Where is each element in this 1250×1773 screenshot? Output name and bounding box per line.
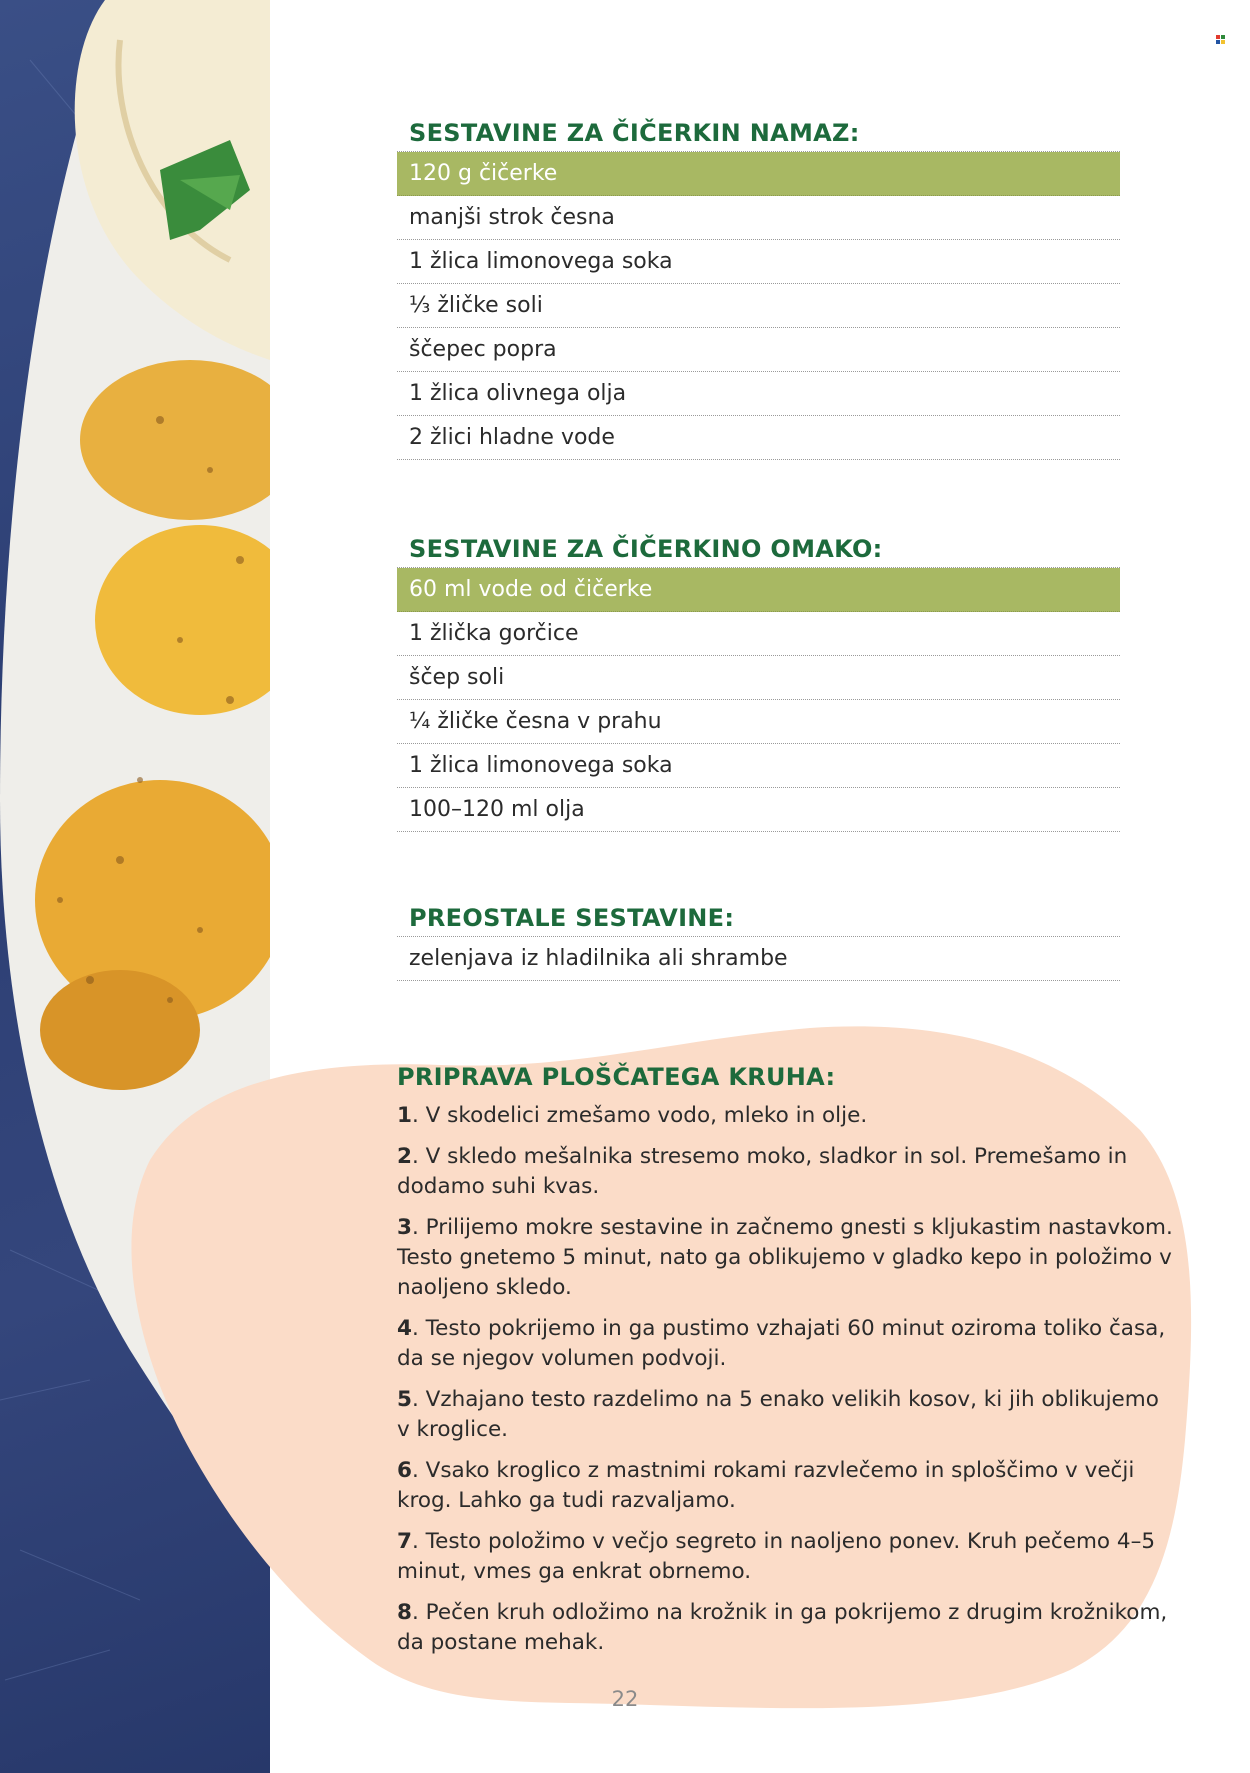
- ingredients-hummus-section: [397, 115, 1120, 460]
- step-number: 6: [397, 1458, 412, 1483]
- ingredient-list: [397, 151, 1120, 460]
- ingredient-list: [397, 567, 1120, 832]
- section-title: SESTAVINE ZA ČIČERKIN NAMAZ:: [409, 119, 860, 147]
- step-text: . Pečen kruh odložimo na krožnik in ga pokrijemo z drugim krožnikom, da postane mehak.: [397, 1600, 1168, 1655]
- ingredient-item: zelenjava iz hladilnika ali shrambe: [397, 937, 1120, 981]
- ingredient-item: 1 žlica limonovega soka: [397, 744, 1120, 788]
- ingredient-item: 1 žlica limonovega soka: [397, 240, 1120, 284]
- preparation-section: [397, 1063, 1177, 1669]
- preparation-step: [397, 1598, 1177, 1658]
- step-number: 2: [397, 1144, 412, 1169]
- preparation-step: [397, 1101, 1177, 1131]
- ingredient-item: 60 ml vode od čičerke: [397, 568, 1120, 612]
- step-number: 4: [397, 1316, 412, 1341]
- step-text: . V skodelici zmešamo vodo, mleko in olje.: [411, 1103, 868, 1128]
- step-text: . V skledo mešalnika stresemo moko, sladkor in sol. Premešamo in dodamo suhi kvas.: [397, 1144, 1128, 1199]
- step-number: 5: [397, 1387, 412, 1412]
- ingredient-item: 1 žlička gorčice: [397, 612, 1120, 656]
- preparation-step: [397, 1385, 1177, 1445]
- step-number: 1: [397, 1103, 412, 1128]
- preparation-step: [397, 1142, 1177, 1202]
- step-text: . Testo pokrijemo in ga pustimo vzhajati 60 minut oziroma toliko časa, da se njegov volumen podvoji.: [397, 1316, 1166, 1371]
- ingredients-sauce-section: [397, 531, 1120, 832]
- step-number: 7: [397, 1529, 412, 1554]
- ingredient-item: ⅓ žličke soli: [397, 284, 1120, 328]
- step-text: . Testo položimo v večjo segreto in naoljeno ponev. Kruh pečemo 4–5 minut, vmes ga enkrat obrnemo.: [397, 1529, 1156, 1584]
- ingredient-item: ščep soli: [397, 656, 1120, 700]
- ingredient-item: manjši strok česna: [397, 196, 1120, 240]
- ingredient-item: 120 g čičerke: [397, 152, 1120, 196]
- preparation-step: [397, 1213, 1177, 1303]
- logo-mark-icon: [1216, 35, 1225, 44]
- ingredient-item: 100–120 ml olja: [397, 788, 1120, 832]
- ingredient-item: 2 žlici hladne vode: [397, 416, 1120, 460]
- ingredient-item: 1 žlica olivnega olja: [397, 372, 1120, 416]
- preparation-step: [397, 1456, 1177, 1516]
- preparation-title: PRIPRAVA PLOŠČATEGA KRUHA:: [397, 1063, 836, 1091]
- ingredient-list: [397, 936, 1120, 981]
- step-text: . Vsako kroglico z mastnimi rokami razvlečemo in sploščimo v večji krog. Lahko ga tudi razvaljamo.: [397, 1458, 1135, 1513]
- preparation-step: [397, 1527, 1177, 1587]
- step-text: . Prilijemo mokre sestavine in začnemo gnesti s kljukastim nastavkom. Testo gnetemo 5 minut, nato ga oblikujemo v gladko kepo in položimo v naoljeno skledo.: [397, 1215, 1173, 1300]
- step-number: 8: [397, 1600, 412, 1625]
- ingredients-other-section: [397, 900, 1120, 981]
- ingredient-item: ¼ žličke česna v prahu: [397, 700, 1120, 744]
- page-number: 22: [611, 1687, 639, 1711]
- section-title: PREOSTALE SESTAVINE:: [409, 904, 735, 932]
- ingredient-item: ščepec popra: [397, 328, 1120, 372]
- step-text: . Vzhajano testo razdelimo na 5 enako velikih kosov, ki jih oblikujemo v kroglice.: [397, 1387, 1159, 1442]
- step-number: 3: [397, 1215, 412, 1240]
- section-title: SESTAVINE ZA ČIČERKINO OMAKO:: [409, 535, 883, 563]
- preparation-step: [397, 1314, 1177, 1374]
